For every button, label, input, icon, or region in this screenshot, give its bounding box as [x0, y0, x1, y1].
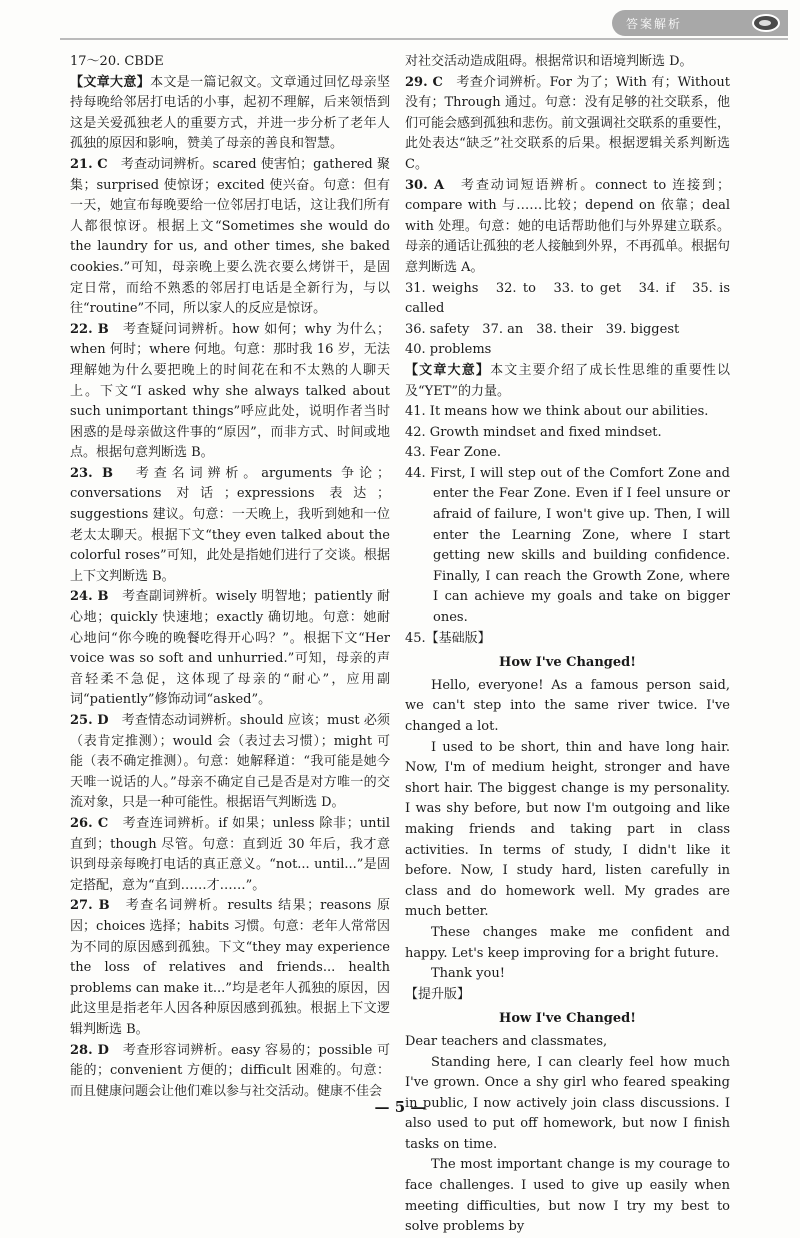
answer-line-17-20: 17～20. CBDE	[70, 54, 164, 69]
section-header-badge	[612, 10, 788, 36]
answer-21	[70, 155, 390, 320]
answer-number: 24. B	[70, 589, 109, 605]
page-number: — 5 —	[374, 1098, 426, 1116]
answer-number: 21. C	[70, 156, 108, 172]
answer-explanation: 考查名词辨析。results 结果；reasons 原因；choices 选择；habits 习惯。句意：老年人常常因为不同的原因感到孤独。下文“they may experience the loss of relatives and friends... health problems can make it...”均是老年人孤独的原因，因此这里是指老年人因各种原因感到孤独。根据上下文逻辑判断选 B。	[70, 898, 390, 1037]
answer-22	[70, 320, 390, 464]
answer-44: 44. First, I will step out of the Comfort Zone and enter the Fear Zone. Even if I feel unsure or afraid of failure, I won't give up. Then, I will enter the Learning Zone, where I start getting new skills and building confidence. Finally, I can reach the Growth Zone, where I can achieve my goals and take on bigger ones.	[405, 465, 730, 626]
answer-explanation: 考查介词辨析。For 为了；With 有；Without 没有；Through 通过。句意：没有足够的社交联系，他们可能会感到孤独和悲伤。前文强调社交联系的重要性，此处表达“缺乏”社交联系的后果。根据逻辑关系判断选 C。	[405, 74, 731, 172]
answer-42: 42. Growth mindset and fixed mindset.	[405, 424, 662, 440]
summary-tag: 【文章大意】	[70, 74, 151, 90]
answer-28	[70, 1041, 390, 1103]
answer-43: 43. Fear Zone.	[405, 445, 501, 461]
answer-explanation: 考查连词辨析。if 如果；unless 除非；until 直到；though 尽管。句意：直到近 30 年后，我才意识到母亲每晚打电话的真正意义。“not... until...”是固定搭配，意为“直到……才……”。	[70, 815, 390, 893]
answer-explanation: 考查疑问词辨析。how 如何；why 为什么；when 何时；where 何地。句意：那时我 16 岁，无法理解她为什么要把晚上的时间花在和不太熟的人聊天上。下文“I asked why she always talked about such unimportant things”呼应此处，说明作者当时困惑的是母亲做这件事的“原因”，而非方式、时间或地点。根据句意判断选 B。	[70, 321, 390, 461]
answer-23	[70, 464, 390, 588]
answer-26	[70, 814, 390, 896]
summary-tag: 【文章大意】	[405, 362, 491, 378]
summary-paragraph-2	[405, 361, 730, 402]
answer-explanation: 考查副词辨析。wisely 明智地；patiently 耐心地；quickly 快速地；exactly 确切地。句意：她耐心地问“你今晚的晚餐吃得开心吗？”。根据下文“Her voice was so soft and unhurried.”可知，母亲的声音轻柔不急促，这体现了母亲的“耐心”，应用副词“patiently”修饰动词“asked”。	[70, 589, 390, 708]
right-column	[405, 52, 730, 1238]
answer-number: 23. B	[70, 465, 114, 481]
answer-explanation: 考查情态动词辨析。should 应该；must 必须（表肯定推测）；would 会（表过去习惯）；might 可能（表不确定推测）。句意：她解释道：“我可能是她今天唯一说话的人。”母亲不确定自己是否是对方唯一的交流对象，只是一种可能性。根据语气判断选 D。	[70, 713, 390, 811]
essay-advanced-paragraph-1: Standing here, I can clearly feel how much I've grown. Once a shy girl who feared speaking in public, I now actively join class discussions. I also used to put off homework, but now I finish tasks on time.	[405, 1054, 730, 1152]
answer-explanation: 考查形容词辨析。easy 容易的；possible 可能的；convenient 方便的；difficult 困难的。句意：而且健康问题会让他们难以参与社交活动。健康不佳会	[70, 1042, 390, 1099]
answer-40: 40. problems	[405, 342, 492, 358]
header-divider	[60, 38, 788, 40]
answer-explanation: 考查动词辨析。scared 使害怕；gathered 聚集；surprised 使惊讶；excited 使兴奋。句意：但有一天，她宣布每晚要给一位邻居打电话，这让我们所有人都很惊讶。根据上文“Sometimes she would do the laundry for us, and other times, she baked cookies.”可知，母亲晚上要么洗衣要么烤饼干，是固定日常，而给不熟悉的邻居打电话是全新行为，与以往“routine”不同，所以家人的反应是惊讶。	[70, 156, 390, 317]
answers-31-35: 31. weighs 32. to 33. to get 34. if 35. is called	[405, 280, 730, 317]
answer-24	[70, 587, 390, 711]
answer-number: 27. B	[70, 898, 110, 914]
summary-text: 本文主要介绍了成长性思维的重要性以及“YET”的力量。	[405, 362, 730, 399]
answer-30	[405, 176, 730, 279]
essay-advanced-paragraph-2: The most important change is my courage to face challenges. I used to give up easily when meeting difficulties, but now I try my best to solve problems by	[405, 1157, 730, 1235]
essay-advanced-greeting: Dear teachers and classmates,	[405, 1033, 608, 1049]
answer-number: 29. C	[405, 74, 443, 90]
answer-27	[70, 896, 390, 1040]
answer-number: 30. A	[405, 177, 445, 193]
answer-25	[70, 711, 390, 814]
answer-number: 26. C	[70, 815, 109, 831]
answer-explanation: 考查动词短语辨析。connect to 连接到；compare with 与……比较；depend on 依靠；deal with 处理。句意：她的电话帮助他们与外界建立联系。母亲的通话让孤独的老人接触到外界，不再孤单。根据句意判断选 A。	[405, 177, 731, 275]
answer-number: 28. D	[70, 1042, 109, 1058]
answer-29	[405, 73, 730, 176]
essay-basic-paragraph-2: I used to be short, thin and have long hair. Now, I'm of medium height, stronger and have short hair. The biggest change is my personality. I was shy before, but now I'm outgoing and like making friends and taking part in class activities. In terms of study, I didn't like it before. Now, I study hard, listen carefully in class and do homework well. My grades are much better.	[405, 739, 730, 920]
essay-basic-paragraph-1: Hello, everyone! As a famous person said, we can't step into the same river twice. I've changed a lot.	[405, 677, 730, 734]
summary-text: 本文是一篇记叙文。文章通过回忆母亲坚持每晚给邻居打电话的小事，起初不理解，后来领悟到这是关爱孤独老人的重要方式，并进一步分析了老年人孤独的原因和影响，赞美了母亲的善良和智慧。	[70, 74, 390, 152]
essay-title-basic: How I've Changed!	[499, 655, 636, 671]
answer-28-continued: 对社交活动造成阻碍。根据常识和语境判断选 D。	[405, 54, 693, 69]
section-header-text: 答案解析	[626, 16, 683, 31]
answer-45-basic-label: 45.【基础版】	[405, 630, 491, 646]
book-icon	[752, 14, 780, 32]
left-column	[70, 52, 390, 1102]
answer-explanation: 考查名词辨析。arguments 争论；conversations 对话；expressions 表达；suggestions 建议。句意：一天晚上，我听到她和一位老太太聊天。根据下文“they even talked about the colorful roses”可知，此处是指她们进行了交谈。根据上下文判断选 B。	[70, 465, 390, 584]
answers-36-39: 36. safety 37. an 38. their 39. biggest	[405, 321, 680, 337]
essay-basic-paragraph-3: These changes make me confident and happy. Let's keep improving for a bright future.	[405, 924, 730, 961]
answer-number: 22. B	[70, 321, 109, 337]
essay-basic-closing: Thank you!	[431, 966, 505, 982]
summary-paragraph-1	[70, 73, 390, 155]
answer-45-advanced-label: 【提升版】	[405, 986, 471, 1002]
essay-title-advanced: How I've Changed!	[499, 1011, 636, 1027]
answer-41: 41. It means how we think about our abilities.	[405, 404, 709, 420]
answer-number: 25. D	[70, 713, 109, 728]
